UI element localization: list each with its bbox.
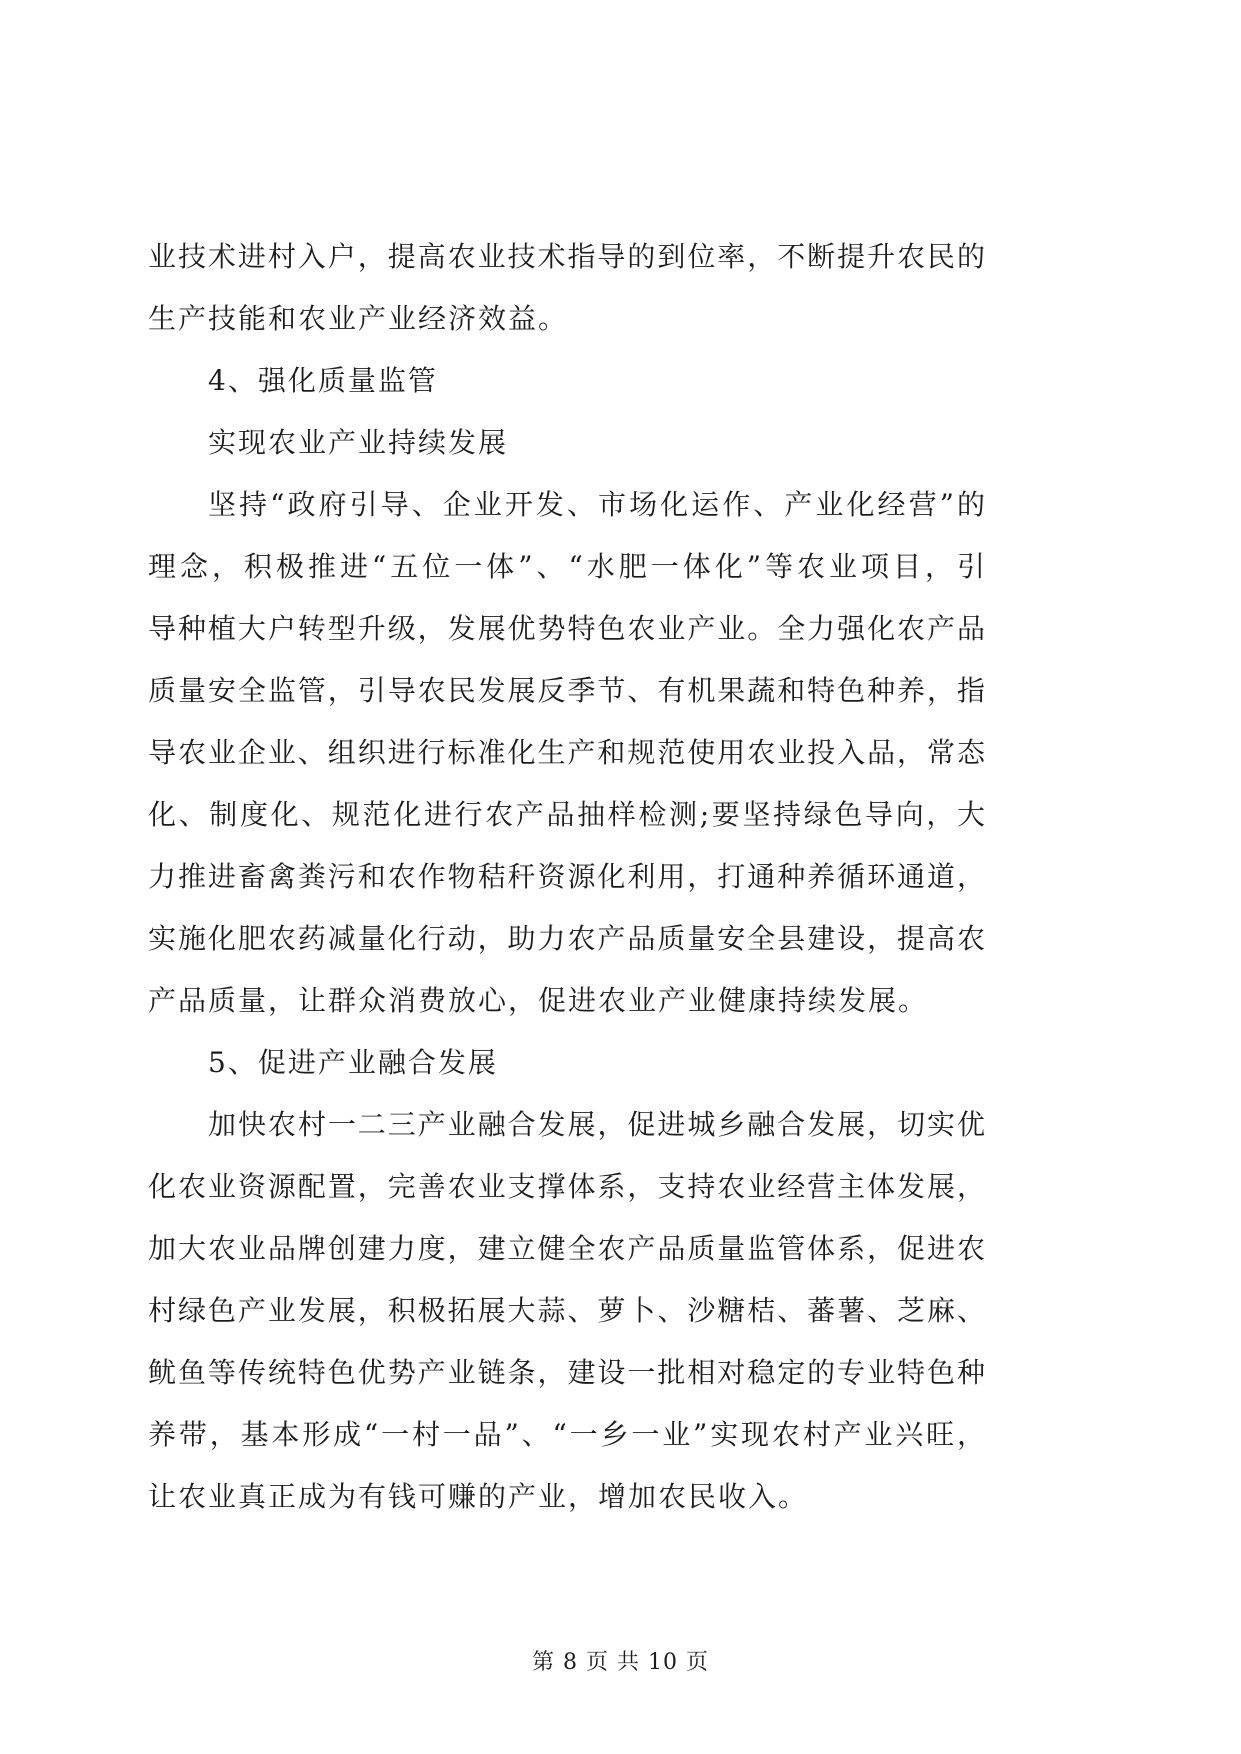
text-line: 坚持“政府引导、企业开发、市场化运作、产业化经营”的: [208, 488, 986, 521]
text-line: 导农业企业、组织进行标准化生产和规范使用农业投入品，常态: [148, 736, 986, 769]
text-line: 化农业资源配置，完善农业支撑体系，支持农业经营主体发展，: [148, 1170, 986, 1203]
text-line: 加大农业品牌创建力度，建立健全农产品质量监管体系，促进农: [148, 1232, 986, 1265]
text-line: 生产技能和农业产业经济效益。: [148, 302, 569, 335]
text-line: 鱿鱼等传统特色优势产业链条，建设一批相对稳定的专业特色种: [148, 1356, 986, 1389]
continued-paragraph: [148, 226, 986, 350]
text-line: 化、制度化、规范化进行农产品抽样检测;要坚持绿色导向，大: [148, 798, 986, 831]
section-5-paragraph: [148, 1094, 986, 1528]
text-line: 村绿色产业发展，积极拓展大蒜、萝卜、沙糖桔、蕃薯、芝麻、: [148, 1294, 986, 1327]
text-line: 导种植大户转型升级，发展优势特色农业产业。全力强化农产品: [148, 612, 986, 645]
section-4-paragraph: [148, 474, 986, 1032]
text-line: 加快农村一二三产业融合发展，促进城乡融合发展，切实优: [208, 1108, 986, 1141]
text-line: 实施化肥农药减量化行动，助力农产品质量安全县建设，提高农: [148, 922, 986, 955]
text-line: 让农业真正成为有钱可赚的产业，增加农民收入。: [148, 1480, 809, 1513]
text-line: 产品质量，让群众消费放心，促进农业产业健康持续发展。: [148, 984, 929, 1017]
text-line: 养带，基本形成“一村一品”、“一乡一业”实现农村产业兴旺，: [148, 1418, 986, 1451]
text-line: 业技术进村入户，提高农业技术指导的到位率，不断提升农民的: [148, 240, 986, 273]
page-body: [148, 226, 986, 1528]
section-heading: 4、强化质量监管: [208, 364, 438, 397]
page-number-footer: 第 8 页 共 10 页: [532, 1650, 709, 1675]
text-line: 力推进畜禽粪污和农作物秸秆资源化利用，打通种养循环通道，: [148, 860, 986, 893]
section-subheading: 实现农业产业持续发展: [208, 426, 509, 459]
section-heading: 5、促进产业融合发展: [208, 1046, 498, 1079]
text-line: 理念，积极推进“五位一体”、“水肥一体化”等农业项目，引: [148, 550, 986, 583]
text-line: 质量安全监管，引导农民发展反季节、有机果蔬和特色种养，指: [148, 674, 986, 707]
